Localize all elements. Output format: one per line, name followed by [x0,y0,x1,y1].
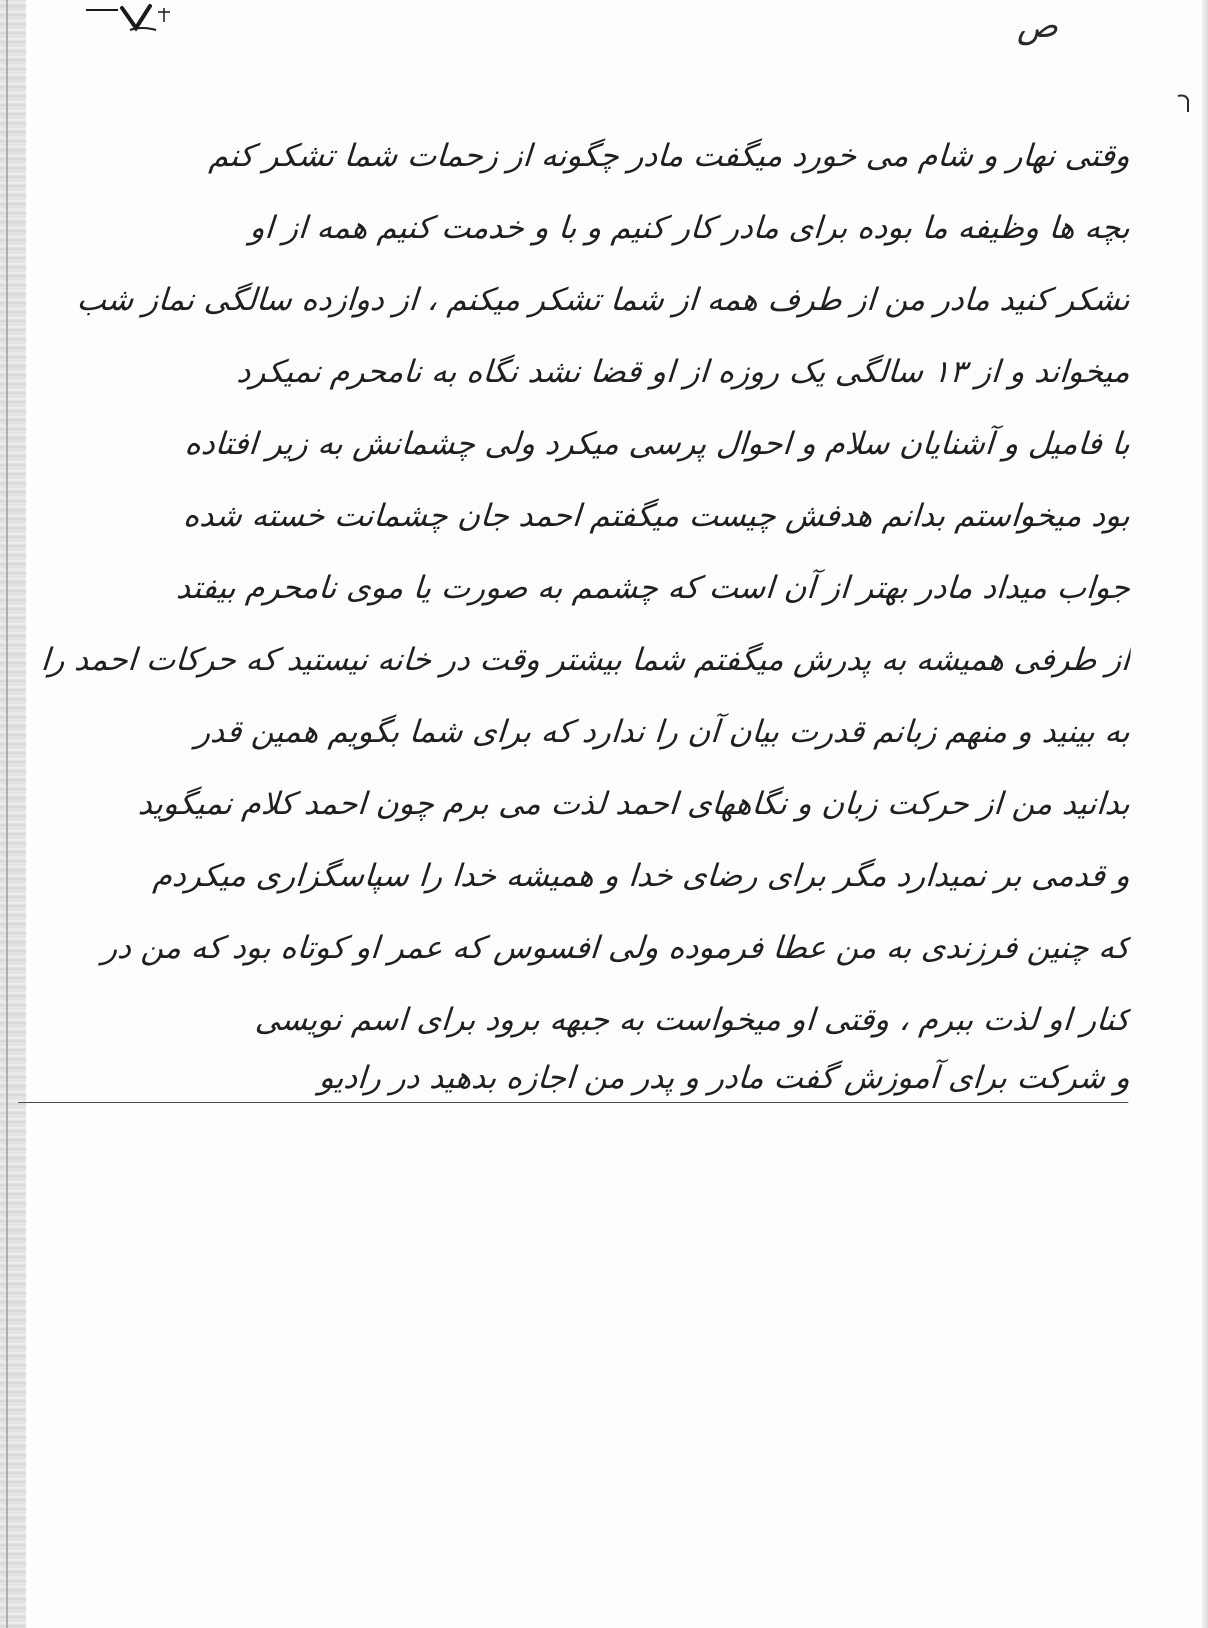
page-number-mark [78,2,178,38]
scan-edge-line [6,0,8,1628]
text-line: وقتی نهار و شام می خورد میگفت مادر چگونه از زحمات شما تشکر کنم [207,138,1132,174]
text-line: به بینید و منهم زبانم قدرت بیان آن را ندارد که برای شما بگویم همین قدر [194,714,1132,750]
text-line: و شرکت برای آموزش گفت مادر و پدر من اجازه بدهید در رادیو [18,1054,1131,1103]
scan-edge-right [1202,0,1208,1628]
corner-letter: ص [1016,6,1058,46]
text-line: بدانید من از حرکت زبان و نگاههای احمد لذت می برم چون احمد کلام نمیگوید [136,786,1132,822]
text-line: با فامیل و آشنایان سلام و احوال پرسی میکرد ولی چشمانش به زیر افتاده [183,426,1132,462]
text-line: و قدمی بر نمیدارد مگر برای رضای خدا و همیشه خدا را سپاسگزاری میکردم [151,858,1132,894]
text-line: از طرفی همیشه به پدرش میگفتم شما بیشتر وقت در خانه نیستید که حرکات احمد را [39,642,1132,678]
text-line: که چنین فرزندی به من عطا فرموده ولی افسوس که عمر او کوتاه بود که من در [101,930,1132,966]
margin-tick-mark [1176,92,1190,114]
handwritten-text-body [20,120,1130,1103]
text-line: بود میخواستم بدانم هدفش چیست میگفتم احمد جان چشمانت خسته شده [182,498,1132,534]
text-line: میخواند و از ۱۳ سالگی یک روزه از او قضا نشد نگاه به نامحرم نمیکرد [235,354,1132,390]
text-line: تشکر کنید مادر من از طرف همه از شما تشکر میکنم ، از دوازده سالگی نماز شب [75,282,1132,318]
text-line: کنار او لذت ببرم ، وقتی او میخواست به جبهه برود برای اسم نویسی [253,1002,1132,1038]
text-line: جواب میداد مادر بهتر از آن است که چشمم به صورت یا موی نامحرم بیفتد [175,570,1132,606]
text-line: بچه ها وظیفه ما بوده برای مادر کار کنیم و با و خدمت کنیم همه از او [248,210,1132,246]
